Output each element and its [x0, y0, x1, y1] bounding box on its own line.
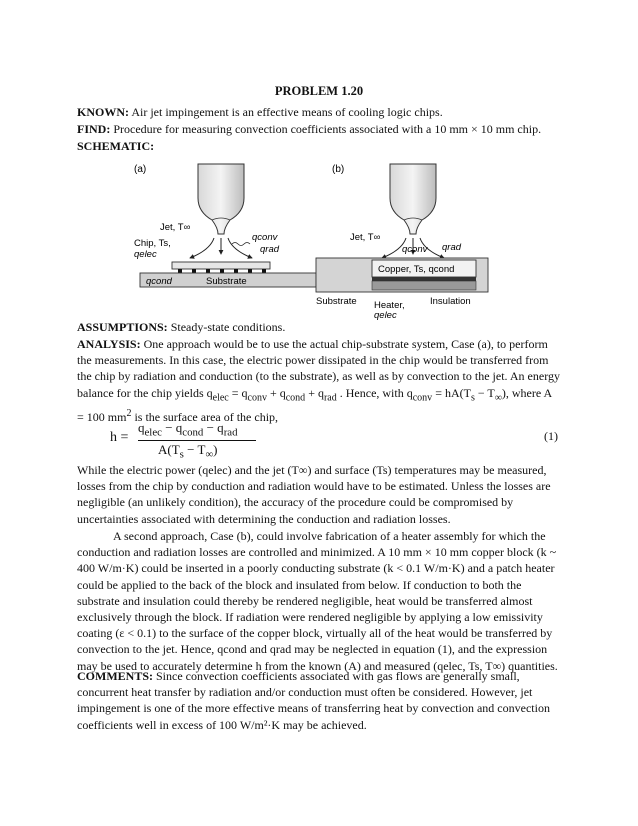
case-b-qelec-label: qelec: [374, 310, 397, 320]
find-line: [77, 121, 561, 137]
known-line: [77, 104, 561, 120]
case-a-qrad-label: qrad: [260, 244, 280, 255]
case-b-copper-label: Copper, Ts, qcond: [378, 264, 455, 275]
case-a-pins: [178, 269, 266, 273]
case-a-qelec-label: qelec: [134, 249, 157, 260]
known-label: KNOWN:: [77, 105, 129, 119]
case-a-chip-label: Chip, Ts,: [134, 238, 171, 249]
equation-number: (1): [544, 429, 558, 443]
analysis-p1c: , where A = 100 mm: [77, 385, 552, 425]
case-b-qrad-label: qrad: [442, 242, 462, 253]
analysis-paragraph-1: ANALYSIS: One approach would be to use the actual chip-substrate system, Case (a), to perform the measurements. In this case, the electric power dissipated in the chip would be transferred from the chip by radiation and conduction (to the substrate), as well as by convection to the jet. An energy balance for the chip yields $q_{elec} = q_{conv} + q_{cond} + q_{rad}$ . Hence, with $q_{conv} = hA(T_s - T_\infty)$, where A = 100 $mm^2$ is the surface area of the chip,: [77, 337, 560, 425]
assumptions-label: ASSUMPTIONS:: [77, 320, 168, 334]
schematic-label: SCHEMATIC:: [77, 139, 155, 153]
case-a-substrate-label: Substrate: [206, 276, 247, 287]
find-label: FIND:: [77, 122, 111, 136]
convection-equation: $q_{conv} = hA(T_s - T_\infty)$: [406, 385, 506, 403]
schematic-figure: [120, 158, 500, 320]
equation-1: h = $q_{elec} - q_{cond} - q_{rad}$ $A(T_s - T_\infty)$: [110, 420, 570, 470]
assumptions-text: Steady-state conditions.: [170, 320, 286, 334]
case-b-insulation: [372, 281, 476, 290]
case-a-qcond-label: qcond: [146, 276, 172, 287]
case-b-tag: (b): [332, 164, 345, 175]
analysis-label: ANALYSIS:: [77, 337, 141, 351]
page-title: PROBLEM 1.20: [274, 84, 364, 98]
case-a-chip: [172, 262, 270, 269]
find-text: Procedure for measuring convection coefficients associated with a 10 mm × 10 mm chip.: [113, 122, 542, 136]
schematic-heading: [77, 138, 561, 154]
comments-label: COMMENTS:: [77, 669, 153, 683]
assumptions-line: [77, 319, 561, 335]
comments-text: Since convection coefficients associated with gas flows are generally small, concurrent heat transfer by radiation and/or conduction must often be considered. However, jet impingement is one of the more effective means of transferring heat by convection and convection coefficients well in excess of 100 W/m²·K may be achieved.: [77, 669, 550, 732]
analysis-paragraph-2: While the electric power (qelec) and the jet (T∞) and surface (Ts) temperatures may be measured, losses from the chip by conduction and radiation would have to be estimated. Unless the losses are negligible (an unlikely condition), the accuracy of the procedure could be compromised by uncertainties associated with determining the conduction and radiation losses.: [77, 463, 551, 526]
case-a-tag: (a): [134, 164, 147, 175]
analysis-paragraph-3: A second approach, Case (b), could involve fabrication of a heater assembly for which the conduction and radiation losses are controlled and minimized. A 10 mm × 10 mm copper block (k ~ 400 W/m·K) could be inserted in a poorly conducting substrate (k < 0.1 W/m·K) and a patch heater could be applied to the back of the block and insulated from below. If conduction to both the substrate and insulation could thereby be rendered negligible, heat would be transferred almost exclusively through the block. If radiation were rendered negligible by applying a low emissivity coating (ε < 0.1) to the surface of the copper block, virtually all of the heat would be transferred by convection to the jet. Hence, qcond and qrad may be neglected in equation (1), and the expression may be used to accurately determine h from the known (A) and measured (qelec, Ts, T∞) quantities.: [77, 529, 558, 673]
nozzle-a: [198, 164, 244, 234]
analysis-p1d: is the surface area of the chip,: [134, 410, 279, 425]
case-b-jet-label: Jet, T∞: [350, 232, 381, 243]
analysis-p1a: One approach would be to use the actual chip-substrate system, Case (a), to perform the measurements. In this case, the electric power dissipated in the chip would be transferred from the chip by radiation and conduction (to the substrate), as well as by convection to the jet. An energy balance for the chip yields: [77, 337, 560, 400]
case-a-qconv-label: qconv: [252, 232, 278, 243]
case-b-heater-label: Heater,: [374, 300, 405, 311]
comments-paragraph: [77, 668, 561, 733]
energy-balance-equation: $q_{elec} = q_{conv} + q_{cond} + q_{rad}$ .: [206, 385, 343, 403]
case-b-insulation-label: Insulation: [430, 296, 471, 307]
nozzle-b: [390, 164, 436, 234]
analysis-p1b: Hence, with: [345, 385, 404, 400]
case-b-qconv-label: qconv: [402, 244, 428, 255]
case-b-heater: [372, 277, 476, 281]
known-text: Air jet impingement is an effective means of cooling logic chips.: [131, 105, 443, 119]
case-a-jet-label: Jet, T∞: [160, 222, 191, 233]
case-b-substrate-label: Substrate: [316, 296, 357, 307]
